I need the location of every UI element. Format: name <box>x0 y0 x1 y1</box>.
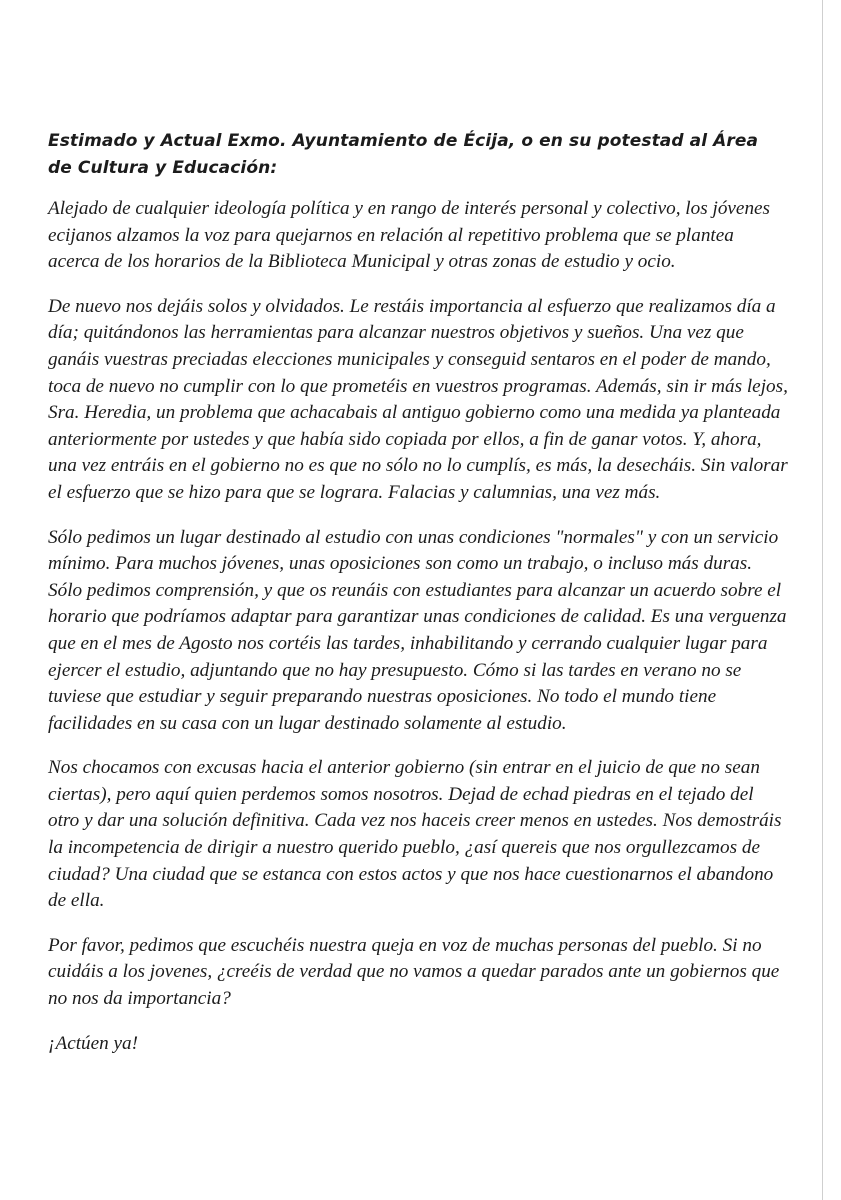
paragraph-plea: Por favor, pedimos que escuchéis nuestra queja en voz de muchas personas del pueblo. Si no cuidáis a los jovenes, ¿creéis de verdad que no vamos a quedar parados ante un gobiernos que no nos da importancia? <box>48 934 780 1010</box>
paragraph-criticism: Nos chocamos con excusas hacia el anterior gobierno (sin entrar en el juicio de que no sean ciertas), pero aquí quien perdemos somos nosotros. Dejad de echad piedras en el tejado del otro y dar una solución definitiva. Cada vez nos haceis creer menos en ustedes. Nos demostráis la incompetencia de dirigir a nuestro querido pueblo, ¿así quereis que nos orgullezcamos de ciudad? Una ciudad que se estanca con estos actos y que nos hace cuestionarnos el abandono de ella. <box>48 757 782 912</box>
paragraph-complaint: De nuevo nos dejáis solos y olvidados. Le restáis importancia al esfuerzo que realizamos día a día; quitándonos las herramientas para alcanzar nuestros objetivos y sueños. Una vez que ganáis vuestras preciadas elecciones municipales y conseguid sentaros en el poder de mando, toca de nuevo no cumplir con lo que prometéis en vuestros programas. Además, sin ir más lejos, Sra. Heredia, un problema que achacabais al antiguo gobierno como una medida ya planteada anteriormente por ustedes y que había sido copiada por ellos, a fin de ganar votos. Y, ahora, una vez entráis en el gobierno no es que no sólo no lo cumplís, es más, la desecháis. Sin valorar el esfuerzo que se hizo para que se lograra. Falacias y calumnias, una vez más. <box>48 295 788 503</box>
paragraph-introduction: Alejado de cualquier ideología política y en rango de interés personal y colectivo, los jóvenes ecijanos alzamos la voz para quejarnos en relación al repetitivo problema que se plantea acerca de los horarios de la Biblioteca Municipal y otras zonas de estudio y ocio. <box>48 198 771 273</box>
closing-line: ¡Actúen ya! <box>48 1032 139 1054</box>
salutation-heading: Estimado y Actual Exmo. Ayuntamiento de Écija, o en su potestad al Área de Cultura y Educación: <box>48 131 759 178</box>
letter-body <box>48 128 788 1057</box>
paragraph-request: Sólo pedimos un lugar destinado al estudio con unas condiciones "normales" y con un servicio mínimo. Para muchos jóvenes, unas oposiciones son como un trabajo, o incluso más duras. Sólo pedimos comprensión, y que os reunáis con estudiantes para alcanzar un acuerdo sobre el horario que podríamos adaptar para garantizar unas condiciones de calidad. Es una verguenza que en el mes de Agosto nos cortéis las tardes, inhabilitando y cerrando cualquier lugar para ejercer el estudio, adjuntando que no hay presupuesto. Cómo si las tardes en verano no se tuviese que estudiar y seguir preparando nuestras oposiciones. No todo el mundo tiene facilidades en su casa con un lugar destinado solamente al estudio. <box>48 526 787 734</box>
